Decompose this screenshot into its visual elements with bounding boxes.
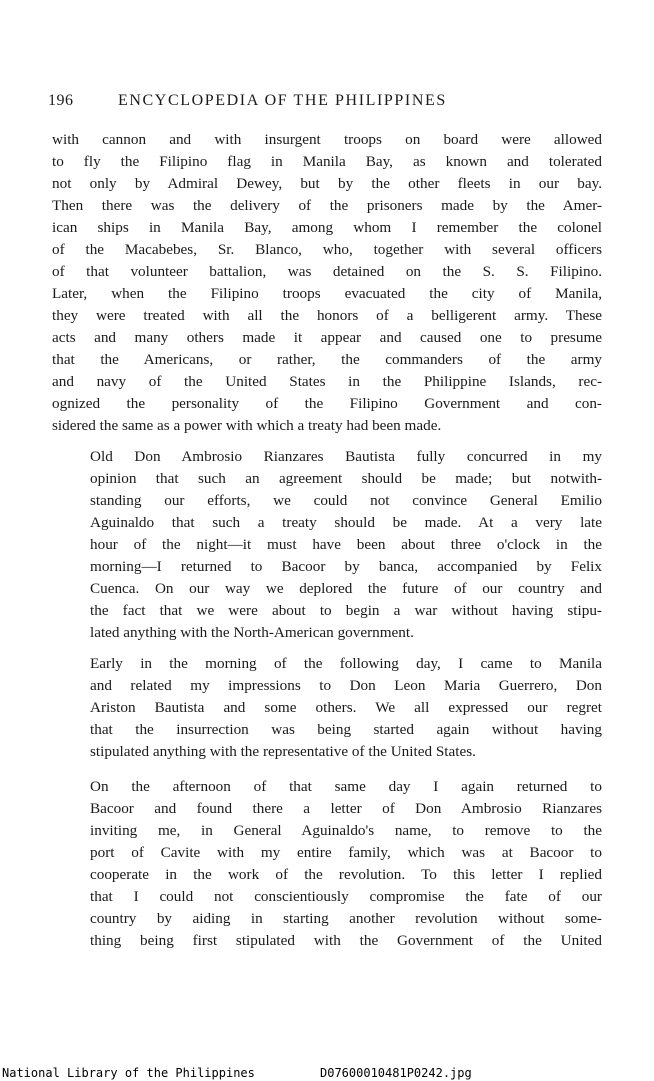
paragraph-2	[52, 446, 602, 644]
text-line: Early in the morning of the following day, I came to Manila	[90, 655, 602, 672]
text-line: of the Macabebes, Sr. Blanco, who, together with several officers	[52, 241, 602, 258]
text-line: Bacoor and found there a letter of Don Ambrosio Rianzares	[90, 800, 602, 817]
text-line: and navy of the United States in the Philippine Islands, rec-	[52, 373, 602, 390]
text-line: On the afternoon of that same day I again returned to	[90, 778, 602, 795]
text-line: lated anything with the North-American government.	[90, 624, 414, 641]
text-line: port of Cavite with my entire family, which was at Bacoor to	[90, 844, 602, 861]
text-line: Later, when the Filipino troops evacuated the city of Manila,	[52, 285, 602, 302]
text-line: morning—I returned to Bacoor by banca, accompanied by Felix	[90, 558, 602, 575]
text-line: the fact that we were about to begin a war without having stipu-	[90, 602, 602, 619]
page-number: 196	[48, 92, 74, 109]
text-line: sidered the same as a power with which a treaty had been made.	[52, 417, 442, 434]
text-line: and related my impressions to Don Leon Maria Guerrero, Don	[90, 677, 602, 694]
text-line: they were treated with all the honors of a belligerent army. These	[52, 307, 602, 324]
text-line: that I could not conscientiously compromise the fate of our	[90, 888, 602, 905]
text-line: Ariston Bautista and some others. We all expressed our regret	[90, 699, 602, 716]
text-line: Cuenca. On our way we deplored the future of our country and	[90, 580, 602, 597]
text-line: opinion that such an agreement should be made; but notwith-	[90, 470, 602, 487]
text-line: not only by Admiral Dewey, but by the other fleets in our bay.	[52, 175, 602, 192]
library-credit: National Library of the Philippines	[2, 1066, 255, 1080]
scan-filename: D07600010481P0242.jpg	[320, 1066, 472, 1080]
text-line: Then there was the delivery of the prisoners made by the Amer-	[52, 197, 602, 214]
text-line: that the insurrection was being started again without having	[90, 721, 602, 738]
text-line: acts and many others made it appear and caused one to presume	[52, 329, 602, 346]
text-line: ognized the personality of the Filipino Government and con-	[52, 395, 602, 412]
text-line: stipulated anything with the representative of the United States.	[90, 743, 476, 760]
text-line: standing our efforts, we could not convince General Emilio	[90, 492, 602, 509]
text-line: of that volunteer battalion, was detained on the S. S. Filipino.	[52, 263, 602, 280]
text-line: country by aiding in starting another revolution without some-	[90, 910, 602, 927]
text-line: to fly the Filipino flag in Manila Bay, as known and tolerated	[52, 153, 602, 170]
text-line: thing being first stipulated with the Government of the United	[90, 932, 602, 949]
text-line: that the Americans, or rather, the commanders of the army	[52, 351, 602, 368]
text-line: Old Don Ambrosio Rianzares Bautista fully concurred in my	[90, 448, 602, 465]
text-line: Aguinaldo that such a treaty should be made. At a very late	[90, 514, 602, 531]
text-line: cooperate in the work of the revolution. To this letter I replied	[90, 866, 602, 883]
paragraph-4	[52, 776, 602, 952]
page-header	[48, 92, 608, 116]
text-line: inviting me, in General Aguinaldo's name, to remove to the	[90, 822, 602, 839]
scan-footer	[0, 1066, 654, 1081]
paragraph-3	[52, 653, 602, 763]
paragraph-1	[52, 129, 602, 437]
text-line: with cannon and with insurgent troops on board were allowed	[52, 131, 602, 148]
body-text	[52, 129, 602, 952]
text-line: ican ships in Manila Bay, among whom I remember the colonel	[52, 219, 602, 236]
running-head: ENCYCLOPEDIA OF THE PHILIPPINES	[118, 92, 447, 109]
text-line: hour of the night—it must have been about three o'clock in the	[90, 536, 602, 553]
